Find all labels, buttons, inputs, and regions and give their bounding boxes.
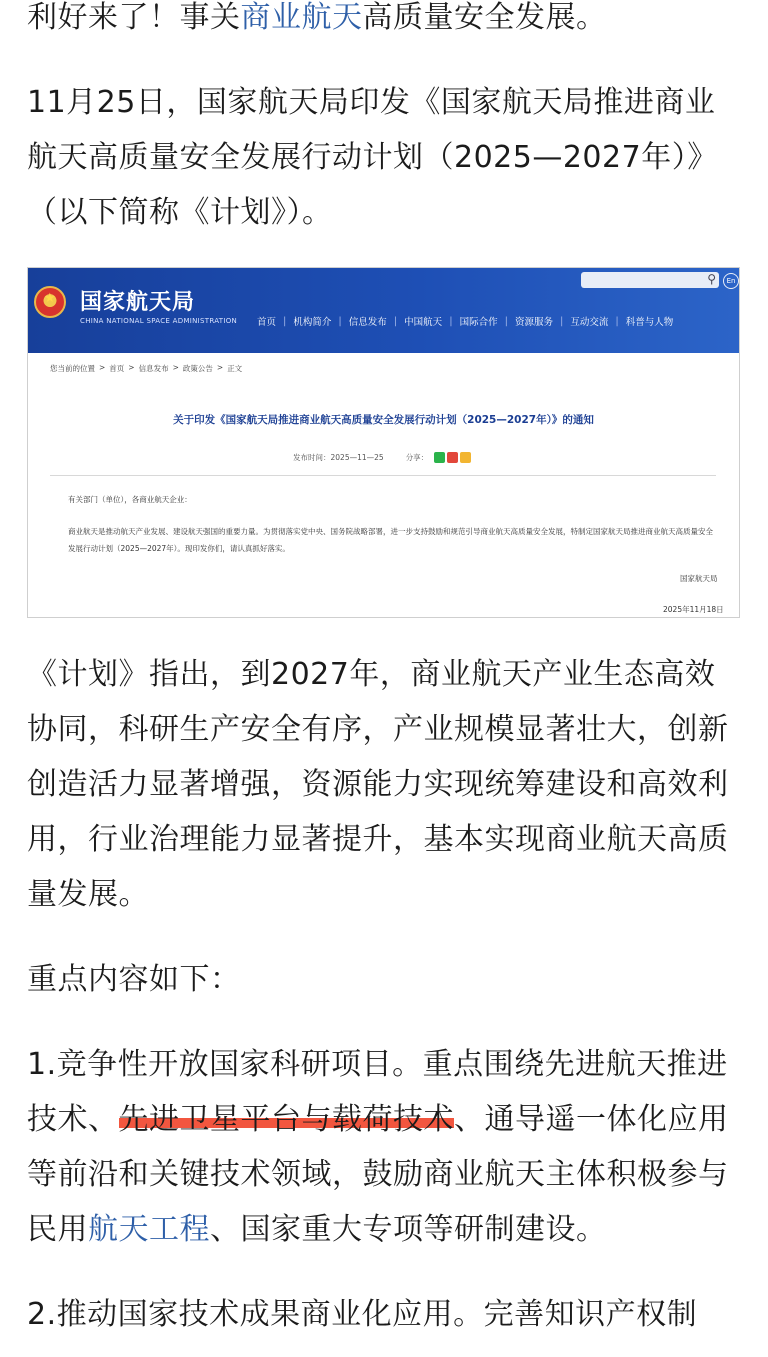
site-nav: [250, 314, 680, 328]
commercial-space-link[interactable]: 商业航天: [240, 0, 363, 35]
nav-item-china-space[interactable]: 中国航天: [404, 317, 443, 328]
nav-divider: |: [559, 315, 564, 327]
nav-item-interaction[interactable]: 互动交流: [570, 317, 609, 328]
share-icons: [434, 452, 471, 463]
notice-signature: 国家航天局: [680, 574, 718, 583]
nav-divider: |: [615, 315, 619, 327]
paragraph-goals: 《计划》指出，到2027年，商业航天产业生态高效协同，科研生产安全有序，产业规模显著壮大，创新创造活力显著增强，资源能力实现统筹建设和高效利用，行业治理能力显著提升，基本实现商业航天高质量发展。: [27, 657, 729, 912]
english-button[interactable]: En: [723, 273, 739, 289]
site-header: [28, 268, 739, 353]
intro-text-end: 高质量安全发展。: [362, 0, 607, 35]
space-engineering-link[interactable]: 航天工程: [88, 1212, 210, 1247]
paragraph-item-1: [27, 1037, 743, 1257]
nav-item-science[interactable]: 科普与人物: [625, 317, 674, 328]
paragraph-key-points: 重点内容如下：: [27, 962, 241, 997]
site-name-en: CHINA NATIONAL SPACE ADMINISTRATION: [80, 317, 238, 325]
notice-addressee: 有关部门（单位），各商业航天企业：: [68, 495, 192, 504]
intro-text: 利好来了！事关: [27, 0, 241, 35]
notice-date: 2025年11月18日: [663, 605, 724, 614]
nav-item-about[interactable]: 机构简介: [293, 317, 332, 328]
breadcrumb-separator: >: [216, 363, 224, 372]
nav-divider: |: [449, 315, 453, 327]
breadcrumb-current: 正文: [227, 364, 243, 373]
highlighted-text: 先进卫星平台与载荷技术: [118, 1102, 454, 1137]
wechat-icon[interactable]: [434, 452, 445, 463]
paragraph-announcement: 11月25日，国家航天局印发《国家航天局推进商业航天高质量安全发展行动计划（2025—2027年）》（以下简称《计划》）。: [27, 85, 718, 230]
item-1-text-end: 、国家重大专项等研制建设。: [210, 1212, 607, 1247]
title-divider: [50, 475, 716, 476]
nav-divider: |: [283, 315, 287, 327]
paragraph-item-2: 2.推动国家技术成果商业化应用。完善知识产权制: [27, 1297, 698, 1332]
share-label: 分享：: [405, 453, 429, 462]
paragraph-intro: [27, 0, 743, 45]
site-name: 国家航天局: [80, 290, 196, 315]
notice-title: 关于印发《国家航天局推进商业航天高质量安全发展行动计划（2025—2027年）》的通知: [173, 414, 594, 426]
nav-divider: |: [504, 315, 508, 327]
nav-item-home[interactable]: 首页: [257, 317, 277, 328]
notice-body: 商业航天是推动航天产业发展、建设航天强国的重要力量。为贯彻落实党中央、国务院战略部署，进一步支持鼓励和规范引导商业航天高质量安全发展，特制定国家航天局推进商业航天高质量安全发展行动计划（2025—2027年）。现印发你们，请认真抓好落实。: [68, 527, 713, 553]
breadcrumb-home[interactable]: 首页: [109, 364, 125, 373]
qzone-icon[interactable]: [460, 452, 471, 463]
nav-item-international[interactable]: 国际合作: [459, 317, 498, 328]
nav-divider: |: [338, 315, 342, 327]
nav-item-resources[interactable]: 资源服务: [514, 317, 553, 328]
search-icon[interactable]: ⚲: [707, 272, 716, 286]
publish-time: 发布时间：2025—11—25: [293, 453, 384, 462]
nav-divider: |: [393, 315, 398, 327]
breadcrumb-separator: >: [172, 363, 179, 372]
weibo-icon[interactable]: [447, 452, 458, 463]
item-1-text-middle: 、通导遥一体化应用等前沿和关键技术领域，鼓励商业航天主体积极参与民用: [27, 1102, 729, 1247]
notice-meta: [293, 452, 471, 463]
nav-item-news[interactable]: 信息发布: [348, 317, 387, 328]
breadcrumb-separator: >: [128, 363, 135, 372]
national-emblem-icon: ★: [34, 286, 66, 318]
site-search-input[interactable]: [581, 272, 719, 288]
breadcrumb-news[interactable]: 信息发布: [138, 364, 169, 373]
breadcrumb-location: 您当前的位置: [50, 364, 95, 373]
breadcrumb: [50, 363, 242, 374]
breadcrumb-separator: >: [99, 363, 106, 372]
cnsa-notice-screenshot[interactable]: [27, 267, 740, 618]
breadcrumb-policy[interactable]: 政策公告: [182, 364, 213, 373]
item-1-text: 1.竞争性开放国家科研项目。重点围绕先进航天推进技术、: [27, 1047, 728, 1137]
